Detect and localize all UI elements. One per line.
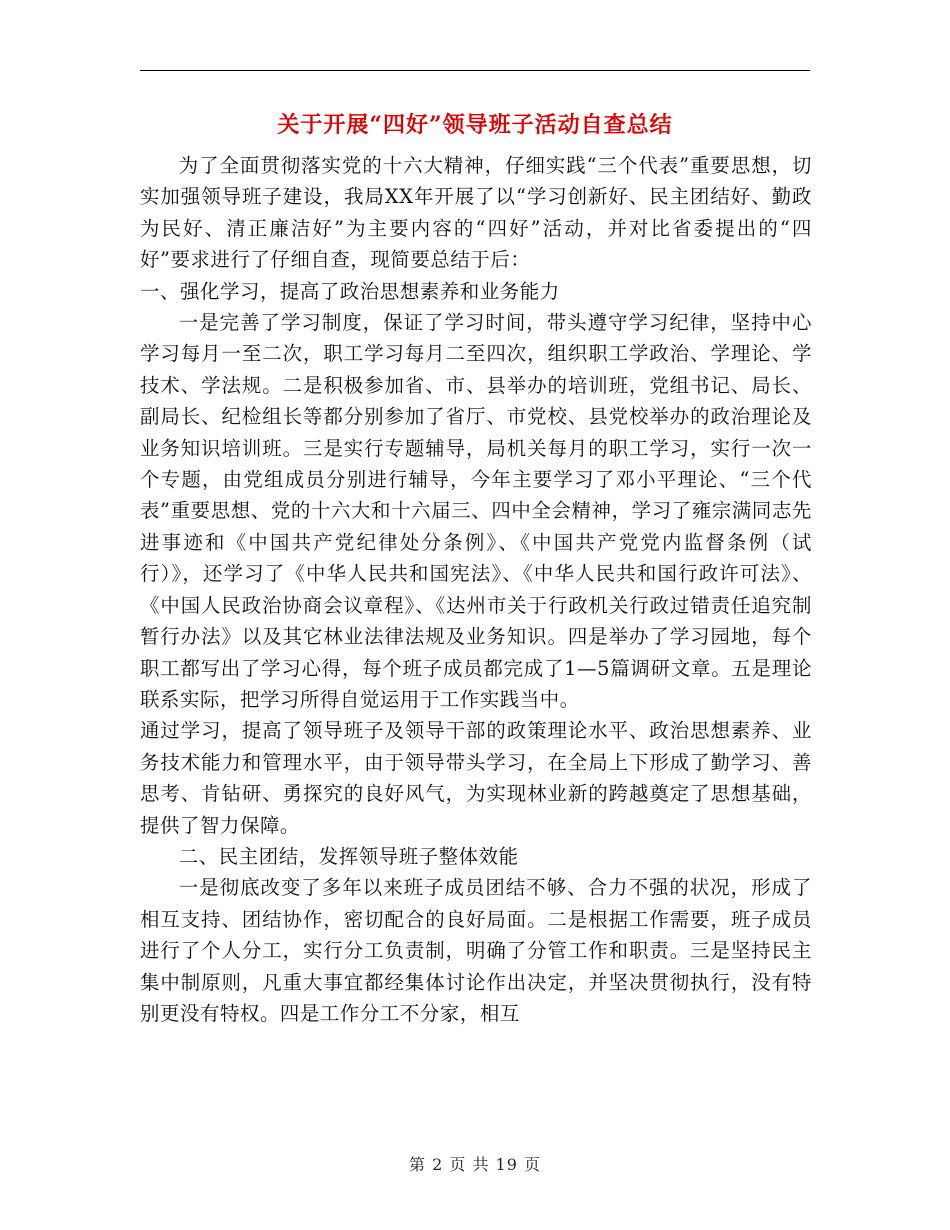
section-heading-1: 一、强化学习，提高了政治思想素养和业务能力 — [140, 279, 560, 303]
paragraph-unity: 一是彻底改变了多年以来班子成员团结不够、合力不强的状况，形成了相互支持、团结协作，密切配合的良好局面。二是根据工作需要，班子成员进行了个人分工，实行分工负责制，明确了分管工作和职责。三是坚持民主集中制原则，凡重大事宜都经集体讨论作出决定，并坚决贯彻执行，没有特别更没有特权。四是工作分工不分家，相互 — [140, 876, 812, 1025]
page-number: 第 2 页 共 19 页 — [409, 1155, 541, 1174]
header-rule — [140, 70, 810, 71]
section-heading-2: 二、民主团结，发挥领导班子整体效能 — [178, 844, 519, 868]
document-title: 关于开展“四好”领导班子活动自查总结 — [277, 112, 673, 138]
paragraph-intro: 为了全面贯彻落实党的十六大精神，仔细实践“三个代表”重要思想，切实加强领导班子建设，我局XX年开展了以“学习创新好、民主团结好、勤政为民好、清正廉洁好”为主要内容的“四好”活动，并对比省委提出的“四好”要求进行了仔细自查，现简要总结于后： — [140, 154, 812, 272]
paragraph-study-measures: 一是完善了学习制度，保证了学习时间，带头遵守学习纪律，坚持中心学习每月一至二次，职工学习每月二至四次，组织职工学政治、学理论、学技术、学法规。二是积极参加省、市、县举办的培训班，党组书记、局长、副局长、纪检组长等都分别参加了省厅、市党校、县党校举办的政治理论及业务知识培训班。三是实行专题辅导，局机关每月的职工学习，实行一次一个专题，由党组成员分别进行辅导，今年主要学习了邓小平理论、“三个代表”重要思想、党的十六大和十六届三、四中全会精神，学习了雍宗满同志先进事迹和《中国共产党纪律处分条例》、《中国共产党党内监督条例（试行）》，还学习了《中华人民共和国宪法》、《中华人民共和国行政许可法》、《中国人民政治协商会议章程》、《达州市关于行政机关行政过错责任追究制暂行办法》以及其它林业法律法规及业务知识。四是举办了学习园地，每个职工都写出了学习心得，每个班子成员都完成了1—5篇调研文章。五是理论联系实际，把学习所得自觉运用于工作实践当中。 — [140, 311, 812, 711]
document-body — [140, 150, 812, 1029]
paragraph-study-results: 通过学习，提高了领导班子及领导干部的政策理论水平、政治思想素养、业务技术能力和管理水平，由于领导带头学习，在全局上下形成了勤学习、善思考、肯钻研、勇探究的良好风气，为实现林业新的跨越奠定了思想基础，提供了智力保障。 — [140, 719, 812, 837]
